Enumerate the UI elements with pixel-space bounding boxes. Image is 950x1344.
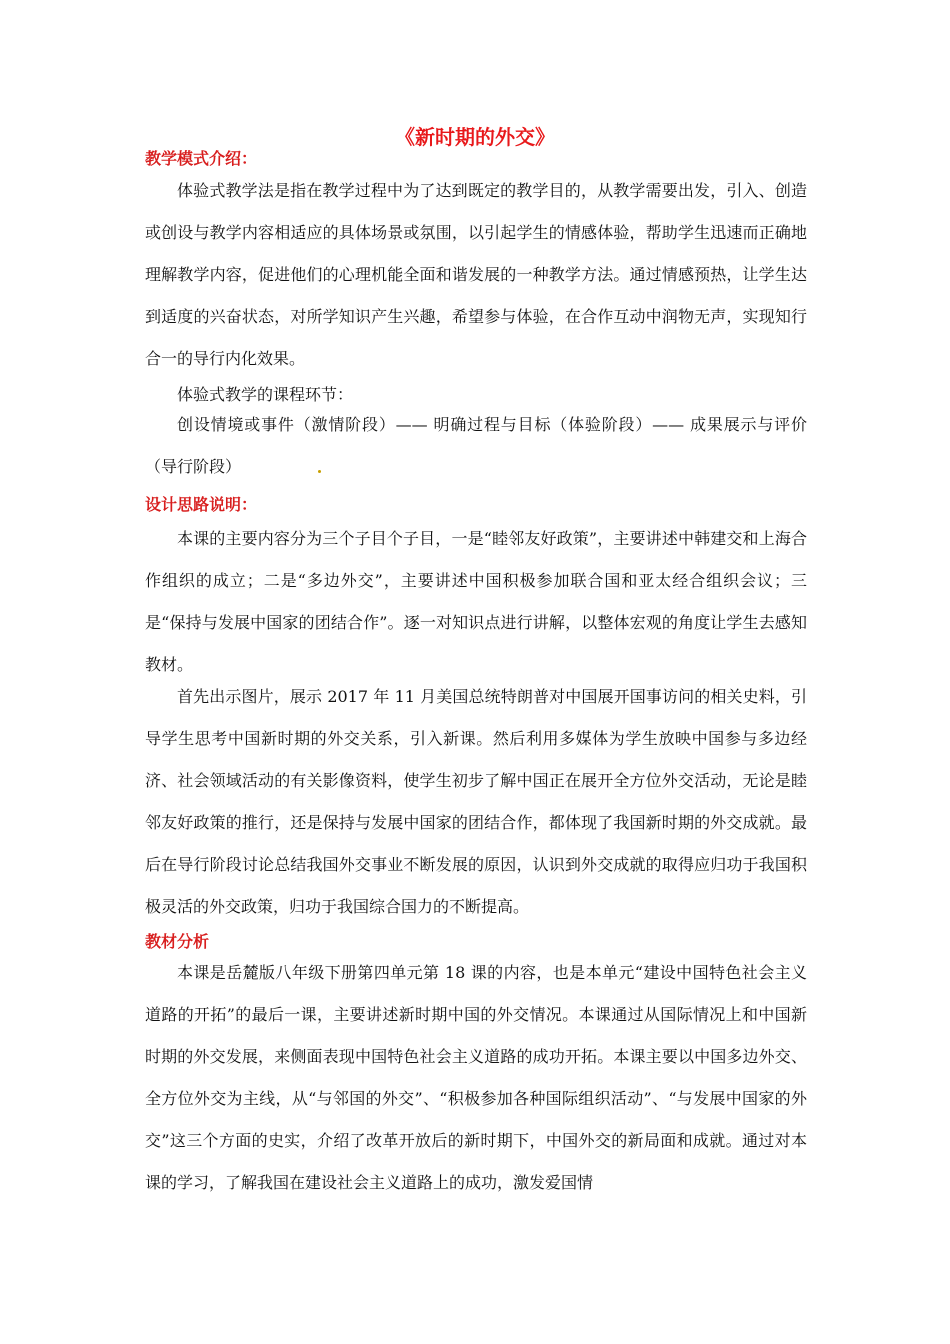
stray-dot-mark [318,470,321,473]
paragraph-analysis: 本课是岳麓版八年级下册第四单元第 18 课的内容，也是本单元“建设中国特色社会主义道路的开拓”的最后一课，主要讲述新时期中国的外交情况。本课通过从国际情况上和中国新时期的外交发展，来侧面表现中国特色社会主义道路的成功开拓。本课主要以中国多边外交、全方位外交为主线，从“与邻国的外交”、“积极参加各种国际组织活动”、“与发展中国家的外交”这三个方面的史实，介绍了改革开放后的新时期下，中国外交的新局面和成就。通过对本课的学习，了解我国在建设社会主义道路上的成功，激发爱国情 [145,963,807,1192]
paragraph-design-1: 本课的主要内容分为三个子目个子目，一是“睦邻友好政策”，主要讲述中韩建交和上海合作组织的成立；二是“多边外交”，主要讲述中国积极参加联合国和亚太经合组织会议；三是“保持与发展中国家的团结合作”。逐一对知识点进行讲解，以整体宏观的角度让学生去感知教材。 [145,529,807,674]
paragraph-mode-intro: 体验式教学法是指在教学过程中为了达到既定的教学目的，从教学需要出发，引入、创造或创设与教学内容相适应的具体场景或氛围，以引起学生的情感体验，帮助学生迅速而正确地理解教学内容，促进他们的心理机能全面和谐发展的一种教学方法。通过情感预热，让学生达到适度的兴奋状态，对所学知识产生兴趣，希望参与体验，在合作互动中润物无声，实现知行合一的导行内化效果。 [145,181,807,368]
document-title: 《新时期的外交》 [395,125,555,149]
heading-design-notes: 设计思路说明： [145,495,258,514]
paragraph-course-steps: 创设情境或事件（激情阶段）—— 明确过程与目标（体验阶段）—— 成果展示与评价（导行阶段） [145,415,807,476]
heading-textbook-analysis: 教材分析 [145,932,210,951]
heading-teaching-mode: 教学模式介绍： [145,149,258,168]
paragraph-design-2: 首先出示图片，展示 2017 年 11 月美国总统特朗普对中国展开国事访问的相关史料，引导学生思考中国新时期的外交关系，引入新课。然后利用多媒体为学生放映中国参与多边经济、社会领域活动的有关影像资料，使学生初步了解中国正在展开全方位外交活动，无论是睦邻友好政策的推行，还是保持与发展中国家的团结合作，都体现了我国新时期的外交成就。最后在导行阶段讨论总结我国外交事业不断发展的原因，认识到外交成就的取得应归功于我国积极灵活的外交政策，归功于我国综合国力的不断提高。 [145,687,807,916]
paragraph-course-steps-label: 体验式教学的课程环节： [177,385,354,404]
